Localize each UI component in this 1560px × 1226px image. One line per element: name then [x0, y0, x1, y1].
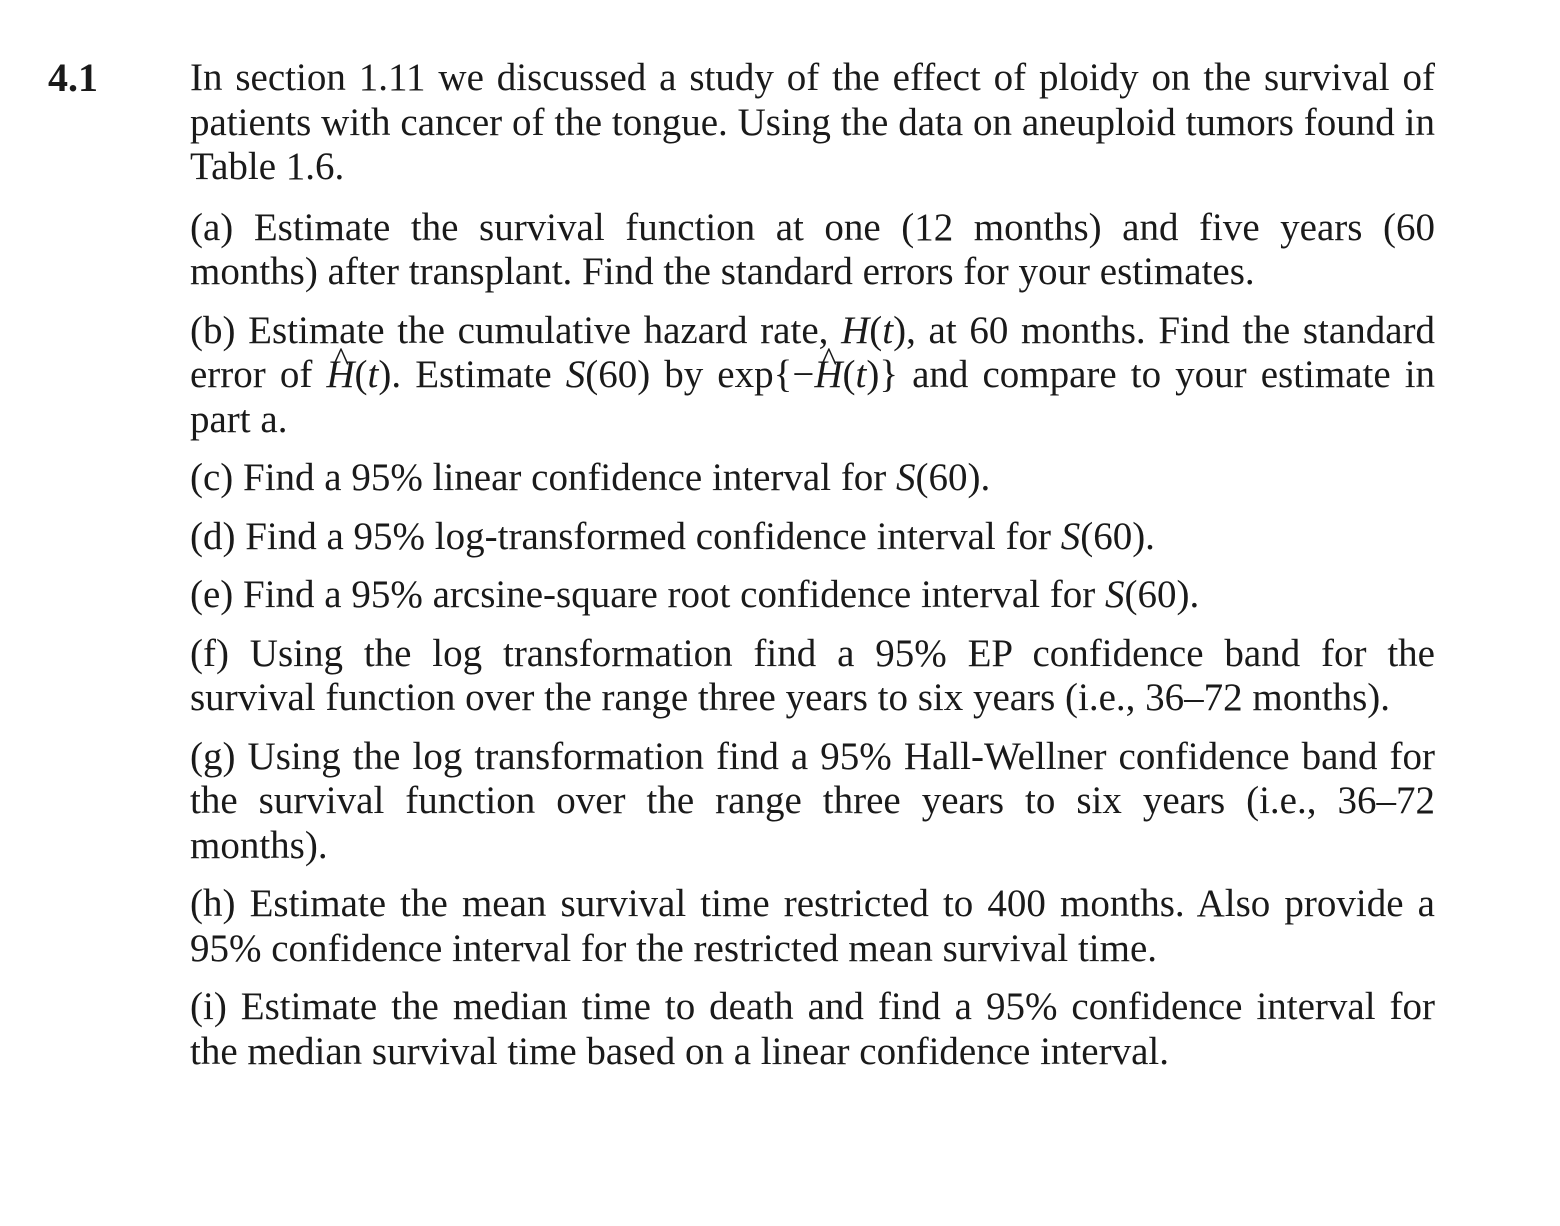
hazard-symbol: H: [841, 308, 870, 352]
part-e-text: (e) Find a 95% arcsine-square root confidence interval for: [190, 573, 1096, 616]
part-b-text-1: (b) Estimate the cumulative hazard rate,: [190, 308, 829, 352]
part-b: (b) Estimate the cumulative hazard rate, H(t), at 60 months. Find the standard error of ^ H(t). Estimate S(60) by exp{−^ H(t)} and compare to your estimate in part a.: [190, 309, 1435, 443]
survival-symbol-c: S: [896, 456, 916, 499]
hazard-hat-symbol-1: ^ H: [326, 353, 354, 398]
part-d-text: (d) Find a 95% log-transformed confidence interval for: [190, 514, 1051, 558]
part-c-value: (60).: [915, 456, 991, 499]
survival-symbol-b: S: [565, 353, 586, 396]
part-a: (a) Estimate the survival function at one (12 months) and five years (60 months) after transplant. Find the standard errors for your estimates.: [190, 205, 1435, 293]
part-b-text-5: } and compare to your estimate in part a.: [190, 353, 1436, 441]
part-e-value: (60).: [1124, 573, 1200, 616]
exercise-number: 4.1: [48, 55, 98, 100]
part-f: (f) Using the log transformation find a 95% EP confidence band for the survival function over the range three years to six years (i.e., 36–72 months).: [190, 631, 1435, 719]
survival-symbol-e: S: [1105, 573, 1125, 616]
part-d: [190, 515, 1435, 560]
part-e: [190, 573, 1435, 618]
hazard-hat-symbol-2: ^ H: [814, 353, 842, 398]
part-h: (h) Estimate the mean survival time restricted to 400 months. Also provide a 95% confidence interval for the restricted mean survival time.: [190, 882, 1435, 970]
part-c-text: (c) Find a 95% linear confidence interval for: [190, 456, 887, 499]
part-b-text-2: , at 60 months. Find the standard error of: [190, 308, 1435, 396]
part-b-text-4: (60) by exp{−: [585, 353, 815, 396]
exercise-intro: In section 1.11 we discussed a study of the effect of ploidy on the survival of patients with cancer of the tongue. Using the data on aneuploid tumors found in Table 1.6.: [190, 56, 1435, 188]
time-symbol-2: t: [367, 353, 379, 396]
part-i: (i) Estimate the median time to death and find a 95% confidence interval for the median survival time based on a linear confidence interval.: [190, 985, 1435, 1073]
part-g: (g) Using the log transformation find a 95% Hall-Wellner confidence band for the survival function over the range three years to six years (i.e., 36–72 months).: [190, 734, 1435, 867]
survival-symbol-d: S: [1060, 514, 1081, 558]
part-b-text-3: . Estimate: [391, 353, 552, 396]
part-c: [190, 456, 1435, 501]
time-symbol-3: t: [855, 353, 867, 396]
part-d-value: (60).: [1080, 514, 1155, 558]
exercise-body: [190, 56, 1435, 1088]
time-symbol: t: [882, 308, 894, 352]
